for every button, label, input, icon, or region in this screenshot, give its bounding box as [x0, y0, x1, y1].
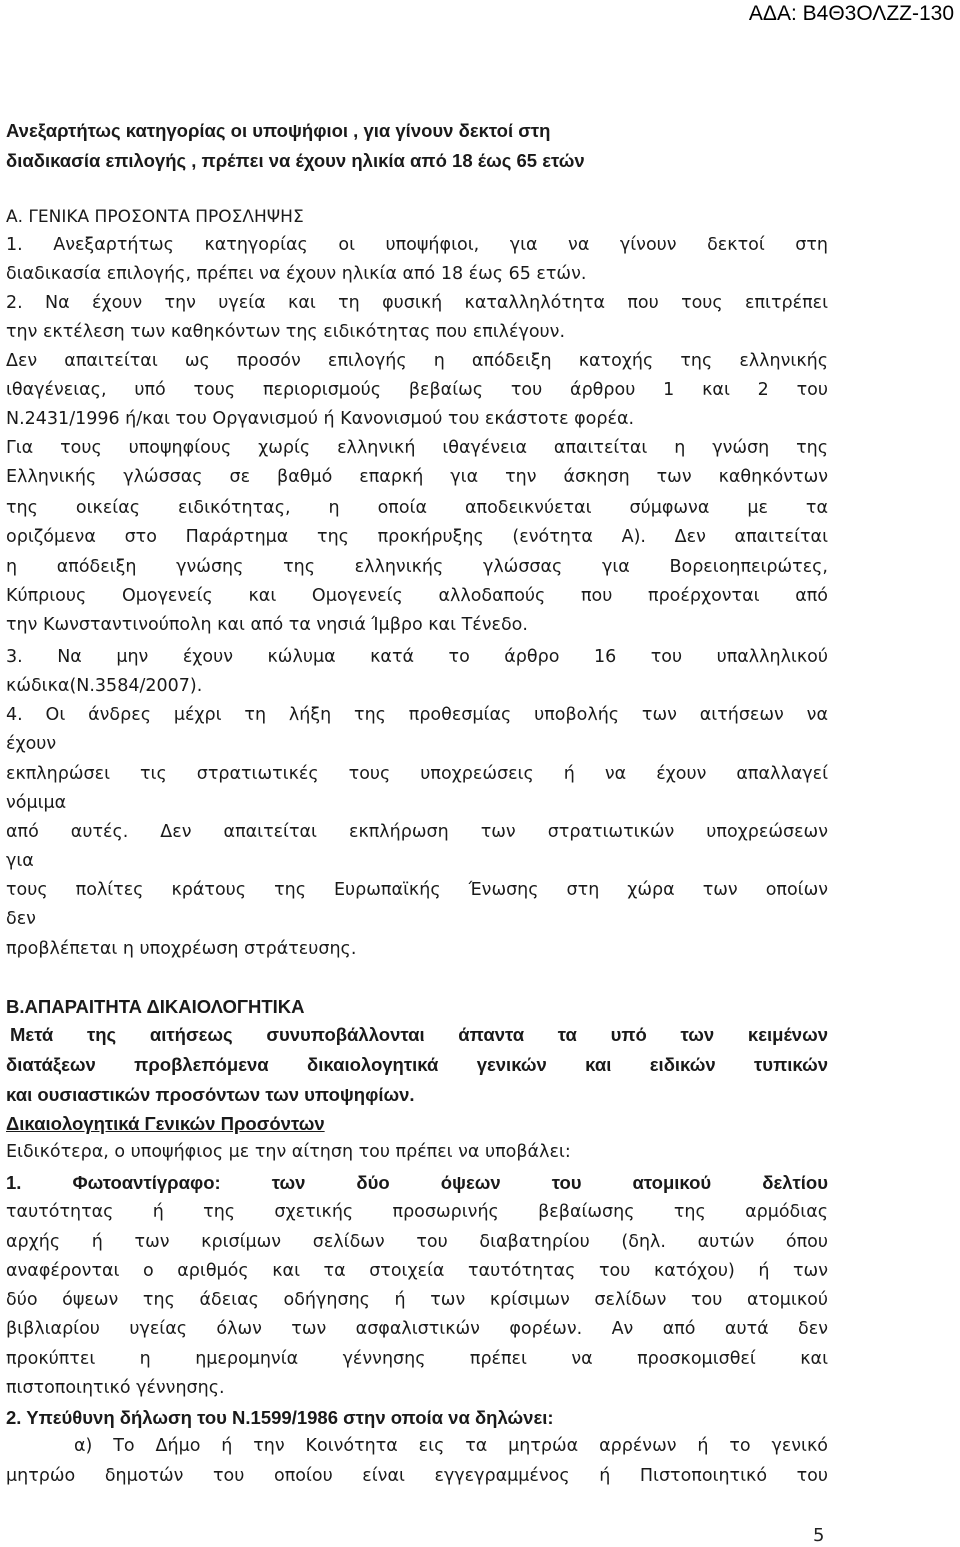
text-line: 1. Ανεξαρτήτως κατηγορίας οι υποψήφιοι, για να γίνουν δεκτοί στη: [6, 235, 828, 255]
text-line: για: [6, 851, 34, 871]
bold-line: και ουσιαστικών προσόντων των υποψηφίων.: [6, 1084, 415, 1105]
bold-line: Μετά της αιτήσεως συνυποβάλλονται άπαντα τα υπό των κειμένων: [10, 1024, 828, 1045]
text-line: δεν: [6, 909, 36, 929]
text-line: κώδικα(Ν.3584/2007).: [6, 676, 203, 696]
text-line: νόμιμα: [6, 793, 67, 813]
text-line: τους πολίτες κράτους της Ευρωπαϊκής Ένωσης στη χώρα των οποίων: [6, 880, 828, 900]
text-line: την εκτέλεση των καθηκόντων της ειδικότητας που επιλέγουν.: [6, 322, 566, 342]
text-line: Ελληνικής γλώσσας σε βαθμό επαρκή για την άσκηση των καθηκόντων: [6, 467, 828, 487]
bold-line: διατάξεων προβλεπόμενα δικαιολογητικά γενικών και ειδικών τυπικών: [6, 1054, 828, 1075]
text-line: από αυτές. Δεν απαιτείται εκπλήρωση των στρατιωτικών υποχρεώσεων: [6, 822, 828, 842]
text-line: οριζόμενα στο Παράρτημα της προκήρυξης (ενότητα Α). Δεν απαιτείται: [6, 527, 828, 547]
subsection-heading: Δικαιολογητικά Γενικών Προσόντων: [6, 1113, 325, 1134]
text-line: έχουν: [6, 734, 57, 754]
text-line: Ειδικότερα, ο υποψήφιος με την αίτηση του πρέπει να υποβάλει:: [6, 1142, 571, 1162]
text-line: διαδικασία επιλογής, πρέπει να έχουν ηλικία από 18 έως 65 ετών.: [6, 264, 587, 284]
text-line: η απόδειξη γνώσης της ελληνικής γλώσσας για Βορειοηπειρώτες,: [6, 557, 828, 577]
intro-line: Ανεξαρτήτως κατηγορίας οι υποψήφιοι , για γίνουν δεκτοί στη: [6, 120, 551, 141]
text-line: α) Το Δήμο ή την Κοινότητα εις τα μητρώα αρρένων ή το γενικό: [74, 1436, 828, 1456]
text-line: αναφέρονται ο αριθμός και τα στοιχεία ταυτότητας του κατόχου) ή των: [6, 1261, 828, 1281]
text-line: εκπληρώσει τις στρατιωτικές τους υποχρεώσεις ή να έχουν απαλλαγεί: [6, 764, 828, 784]
text-line: προβλέπεται η υποχρέωση στράτευσης.: [6, 939, 357, 959]
text-line: 3. Να μην έχουν κώλυμα κατά το άρθρο 16 του υπαλληλικού: [6, 647, 828, 667]
text-line: βιβλιαρίου υγείας όλων των ασφαλιστικών φορέων. Αν από αυτά δεν: [6, 1319, 828, 1339]
text-line: την Κωνσταντινούπολη και από τα νησιά Ίμβρο και Τένεδο.: [6, 615, 528, 635]
text-line: αρχής ή των κρισίμων σελίδων του διαβατηρίου (δηλ. αυτών όπου: [6, 1232, 828, 1252]
section-b-heading: Β.ΑΠΑΡΑΙΤΗΤΑ ΔΙΚΑΙΟΛΟΓΗΤΙΚΑ: [6, 996, 305, 1017]
text-line: Για τους υποψηφίους χωρίς ελληνική ιθαγένεια απαιτείται η γνώση της: [6, 438, 828, 458]
text-line: πιστοποιητικό γέννησης.: [6, 1378, 225, 1398]
text-line: προκύπτει η ημερομηνία γέννησης πρέπει να προσκομισθεί και: [6, 1349, 828, 1369]
text-line: 2. Να έχουν την υγεία και τη φυσική καταλληλότητα που τους επιτρέπει: [6, 293, 828, 313]
ada-code: ΑΔΑ: Β4Θ3ΟΛΖΖ-130: [748, 2, 954, 25]
text-line: ιθαγένειας, υπό τους περιορισμούς βεβαίως του άρθρου 1 και 2 του: [6, 380, 828, 400]
text-line: Ν.2431/1996 ή/και του Οργανισμού ή Κανονισμού του εκάστοτε φορέα.: [6, 409, 635, 429]
text-line: Δεν απαιτείται ως προσόν επιλογής η απόδειξη κατοχής της ελληνικής: [6, 351, 828, 371]
intro-line: διαδικασία επιλογής , πρέπει να έχουν ηλικία από 18 έως 65 ετών: [6, 150, 585, 171]
text-line: μητρώο δημοτών του οποίου είναι εγγεγραμμένος ή Πιστοποιητικό του: [6, 1466, 828, 1486]
text-line: 1. Φωτοαντίγραφο: των δύο όψεων του ατομικού δελτίου: [6, 1172, 828, 1193]
section-a-heading: Α. ΓΕΝΙΚΑ ΠΡΟΣΟΝΤΑ ΠΡΟΣΛΗΨΗΣ: [6, 207, 304, 227]
text-line: 4. Οι άνδρες μέχρι τη λήξη της προθεσμίας υποβολής των αιτήσεων να: [6, 705, 828, 725]
page-number: 5: [813, 1525, 825, 1546]
text-line: 2. Υπεύθυνη δήλωση του Ν.1599/1986 στην οποία να δηλώνει:: [6, 1407, 554, 1428]
text-line: δύο όψεων της άδειας οδήγησης ή των κρίσιμων σελίδων του ατομικού: [6, 1290, 828, 1310]
text-line: της οικείας ειδικότητας, η οποία αποδεικνύεται σύμφωνα με τα: [6, 498, 828, 518]
text-line: Κύπριους Ομογενείς και Ομογενείς αλλοδαπούς που προέρχονται από: [6, 586, 828, 606]
text-line: ταυτότητας ή της σχετικής προσωρινής βεβαίωσης της αρμόδιας: [6, 1202, 828, 1222]
